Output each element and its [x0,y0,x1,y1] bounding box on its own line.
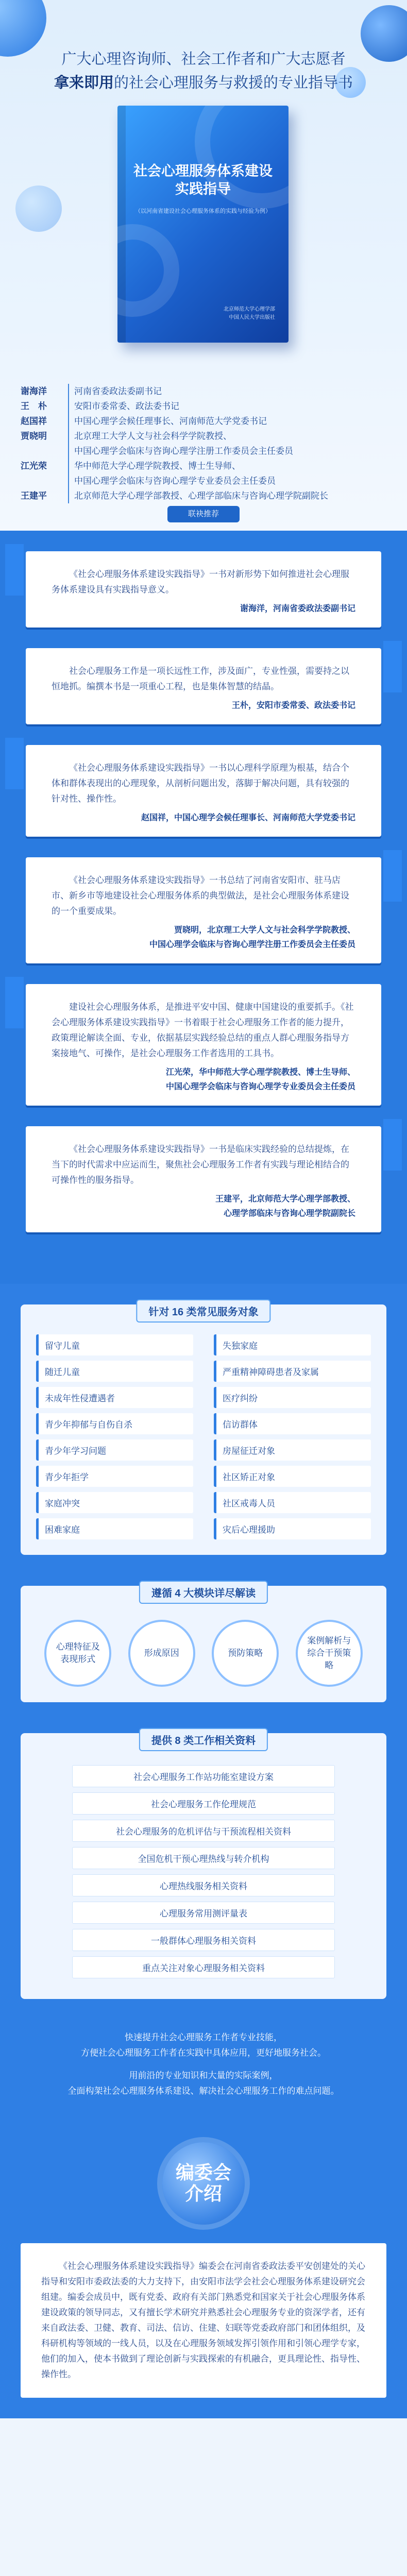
endorser-title: 中国心理学会候任理事长、河南师范大学党委书记 [68,414,386,429]
quotes-section [0,531,407,1284]
type-item: 留守儿童 [36,1334,193,1355]
decor-bubble [15,185,62,232]
quote-card [26,745,381,837]
types-section [0,1284,407,1575]
usage-line: 快速提升社会心理服务工作者专业技能， [125,2032,282,2042]
joint-recommend-button[interactable]: 联袂推荐 [167,506,240,522]
endorser-title: 北京师范大学心理学部教授、心理学部临床与咨询心理学院副院长 [68,488,386,503]
quote-text: 《社会心理服务体系建设实践指导》一书以心理科学原理为根基，结合个体和群体表现出的心理现象，从剖析问题出发，落脚于解决问题，具有较强的针对性、操作性。 [52,763,349,804]
quote-signature: 谢海洋，河南省委政法委副书记 [240,604,355,613]
type-item: 失独家庭 [214,1334,371,1355]
usage-line: 用前沿的专业知识和大量的实际案例， [129,2071,278,2080]
cover-decor [117,224,179,317]
types-title: 针对 16 类常见服务对象 [136,1299,270,1323]
module-item: 形成原因 [128,1620,195,1687]
hero-tagline: 广大心理咨询师、社会工作者和广大志愿者 [61,51,346,67]
quote-text: 《社会心理服务体系建设实践指导》一书是临床实践经验的总结提炼，在当下的时代需求中应运而生，聚焦社会心理服务工作者有实践与理论相结合的可操作性的服务指导。 [52,1144,349,1185]
endorser-title [68,459,386,488]
usage-paragraph [21,2030,386,2061]
endorsement-row [21,414,386,429]
endorser-title [68,429,386,459]
quote-signature-line: 王建平，北京师范大学心理学部教授、 [215,1195,355,1204]
book-title-line: 社会心理服务体系建设 [133,163,273,179]
endorser-name: 贾晓明 [21,431,47,441]
quote-signature-line: 心理学部临床与咨询心理学院副院长 [223,1209,355,1218]
quote-text: 社会心理服务工作是一项长远性工作，涉及面广，专业性强，需要持之以恒地抓。编撰本书是一项重心工程，也是集体智慧的结晶。 [52,666,349,691]
material-item: 全国危机干预心理热线与转介机构 [72,1847,335,1869]
material-item: 社会心理服务工作站功能室建设方案 [72,1765,335,1787]
quote-text: 建设社会心理服务体系，是推进平安中国、健康中国建设的重要抓手。《社会心理服务体系建设实践指导》一书着眼于社会心理服务工作者的能力提升，政策理论解读全面、专业，依据基层实践经验总结的重点人群心理服务指导方案接地气、可操作，是社会心理服务工作者选用的工具书。 [52,1002,354,1058]
quote-signature-line: 江光荣，华中师范大学心理学院教授、博士生导师、 [165,1068,355,1077]
type-item: 医疗纠纷 [214,1387,371,1408]
endorsement-row [21,384,386,399]
quote-card [26,1126,381,1232]
materials-panel [21,1733,386,1999]
editorial-badge [162,2142,245,2225]
endorsement-row [21,488,386,503]
type-item: 家庭冲突 [36,1492,193,1513]
type-item: 社区矫正对象 [214,1466,371,1487]
material-item: 心理热线服务相关资料 [72,1874,335,1896]
hero-highlight: 拿来即用 [54,75,114,91]
quote-signature [52,923,355,952]
quote-signature [52,1065,355,1094]
hero [0,0,407,531]
modules-section [0,1575,407,1723]
book-footer [224,306,275,322]
module-item: 预防策略 [212,1620,279,1687]
types-panel [21,1304,386,1555]
endorser-title: 河南省委政法委副书记 [68,384,386,399]
material-item: 社会心理服务工作伦理规范 [72,1792,335,1815]
endorser-title: 安阳市委常委、政法委书记 [68,399,386,414]
endorser-name: 赵国祥 [21,416,47,426]
endorsement-row [21,429,386,459]
endorser-title-line: 中国心理学会临床与咨询心理学专业委员会主任委员 [74,476,276,486]
endorser-title-line: 华中师范大学心理学院教授、博士生导师、 [74,461,241,471]
materials-title: 提供 8 类工作相关资料 [139,1728,268,1751]
quote-card [26,857,381,963]
type-item: 房屋征迁对象 [214,1439,371,1461]
quote-signature-line: 中国心理学会临床与咨询心理学注册工作委员会主任委员 [149,940,355,949]
usage-section [0,2020,407,2127]
endorsement-list [21,384,386,503]
type-item: 青少年学习问题 [36,1439,193,1461]
materials-list [36,1765,371,1978]
modules-title: 遵循 4 大模块详尽解读 [139,1581,268,1604]
endorser-name: 江光荣 [21,461,47,471]
type-item: 困难家庭 [36,1518,193,1539]
endorser-title-line: 北京理工大学人文与社会科学学院教授、 [74,431,232,441]
modules-panel [21,1586,386,1702]
type-item: 青少年拒学 [36,1466,193,1487]
modules-list [36,1620,371,1687]
editorial-section [0,2127,407,2418]
quote-signature [52,1192,355,1221]
book-title-line: 实践指导 [175,181,231,197]
book-footer-line: 北京师范大学心理学部 [224,307,275,312]
type-item: 严重精神障碍患者及家属 [214,1361,371,1382]
quote-card [26,984,381,1106]
types-grid [36,1334,371,1539]
endorser-name: 王 朴 [21,401,47,411]
type-item: 未成年性侵遭遇者 [36,1387,193,1408]
hero-subtitle [0,71,407,92]
quote-signature: 王朴，安阳市委常委、政法委书记 [231,701,355,710]
module-item: 案例解析与综合干预策略 [296,1620,363,1687]
usage-paragraph [21,2068,386,2099]
endorser-name: 王建平 [21,491,47,501]
book-subtitle: （以河南省建设社会心理服务体系的实践与经验为例） [135,208,271,214]
module-item: 心理特征及表现形式 [44,1620,111,1687]
book-footer-line: 中国人民大学出版社 [229,315,275,320]
editorial-badge-line: 编委会 [175,2162,231,2183]
book-cover[interactable] [117,106,289,343]
quote-signature: 赵国祥，中国心理学会候任理事长、河南师范大学党委书记 [141,814,355,822]
usage-line: 全面构架社会心理服务体系建设、解决社会心理服务工作的难点问题。 [67,2086,340,2096]
material-item: 一般群体心理服务相关资料 [72,1929,335,1951]
quote-card [26,648,381,724]
book-title [117,162,289,198]
type-item: 社区戒毒人员 [214,1492,371,1513]
type-item: 灾后心理援助 [214,1518,371,1539]
editorial-text: 《社会心理服务体系建设实践指导》编委会在河南省委政法委平安创建处的关心指导和安阳市委政法委的大力支持下，由安阳市法学会社会心理服务体系建设研究会组建。编委会成员中，既有党委、政府有关部门熟悉党和国家关于社会心理服务体系建设政策的领导同志，又有擅长学术研究并熟悉社会心理服务专业的资深学者，还有来自政法委、卫健、教育、司法、信访、住建、妇联等党委政府部门和团体组织，及科研机构等领域的一线人员，以及在心理服务领域发挥引领作用和引领心理学专家，他们的加入，使本书做到了理论创新与实践探索的有机融合，更具理论性、指导性、操作性。 [21,2243,386,2398]
quote-signature-line: 贾晓明，北京理工大学人文与社会科学学院教授、 [174,926,355,935]
endorser-name: 谢海洋 [21,386,47,396]
quote-signature-line: 中国心理学会临床与咨询心理学专业委员会主任委员 [165,1082,355,1091]
quote-text: 《社会心理服务体系建设实践指导》一书对新形势下如何推进社会心理服务体系建设具有实践指导意义。 [52,569,349,595]
quote-text: 《社会心理服务体系建设实践指导》一书总结了河南省安阳市、驻马店市、新乡市等地建设社会心理服务体系的典型做法，是社会心理服务体系建设的一个重要成果。 [52,875,349,916]
material-item: 重点关注对象心理服务相关资料 [72,1956,335,1978]
endorser-title-line: 中国心理学会临床与咨询心理学注册工作委员会主任委员 [74,446,293,456]
endorsement-row [21,459,386,488]
hero-subtitle-text: 的社会心理服务与救援的专业指导书 [114,75,353,91]
type-item: 随迁儿童 [36,1361,193,1382]
type-item: 青少年抑郁与自伤自杀 [36,1413,193,1434]
usage-line: 方便社会心理服务工作者在实践中具体应用，更好地服务社会。 [81,2048,326,2058]
quote-card [26,551,381,628]
type-item: 信访群体 [214,1413,371,1434]
editorial-badge-line: 介绍 [184,2183,222,2204]
endorsement-row [21,399,386,414]
materials-section [0,1723,407,2020]
material-item: 心理服务常用测评量表 [72,1902,335,1924]
material-item: 社会心理服务的危机评估与干预流程相关资料 [72,1820,335,1842]
